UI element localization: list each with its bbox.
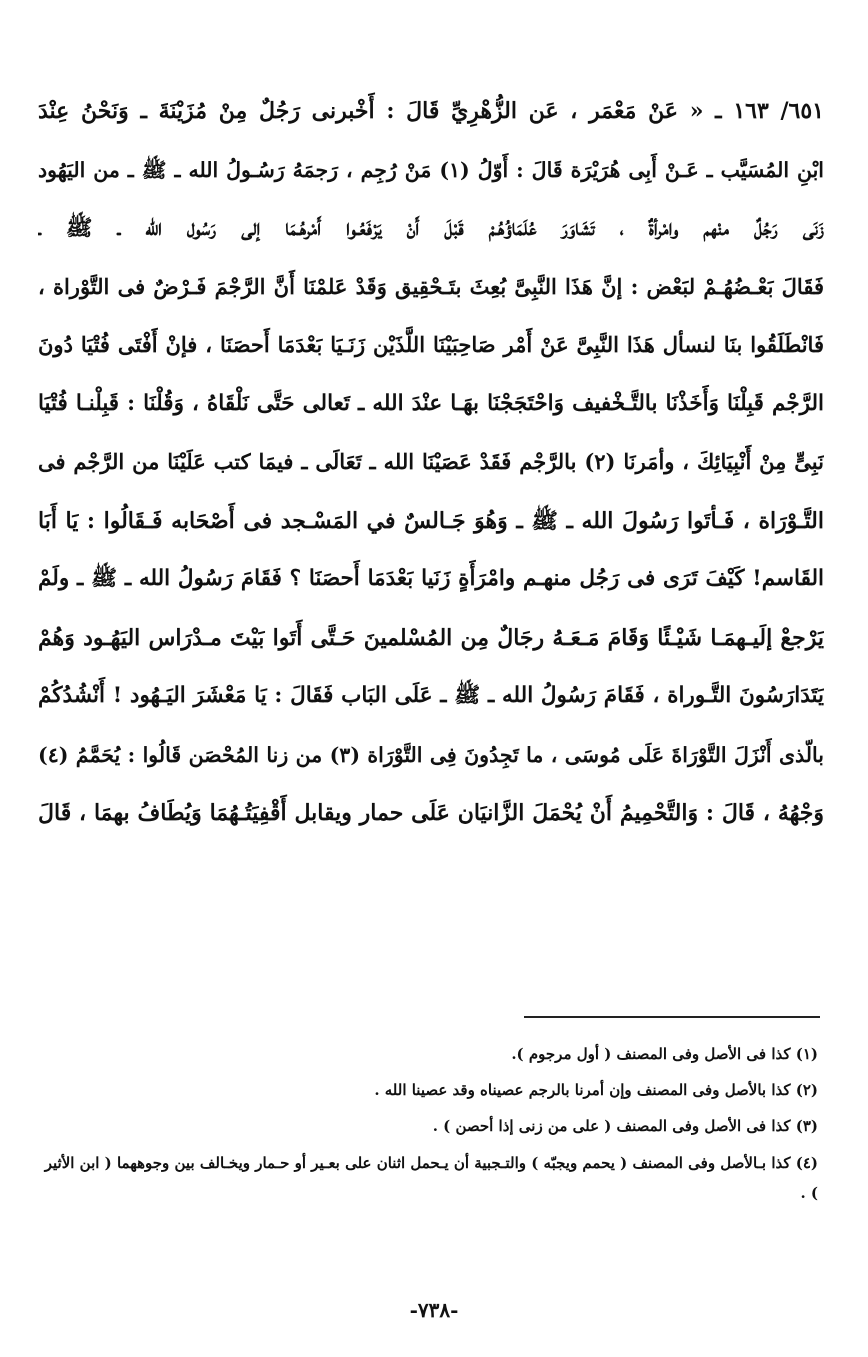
body-line: يَرْجعْ إلَيـهمَـا شَيْـئًا وَقَامَ مَـعَـهُ رجَالٌ مِن المُسْلمينَ حَـتَّى أَتَوا بَيْتَ مـدْرَاس اليَهُـود وَهُمْ — [38, 624, 824, 651]
body-line: نَبِىٍّ مِنْ أَنْبِيَائِكَ ، وأمَرنَا (٢) بالرَّجْم فَقَدْ عَصَيْنَا الله ـ تَعَالَى ـ فيمَا كتب عَلَيْنَا من الرَّجْم فى — [38, 449, 824, 474]
body-line: فَقَالَ بَعْـضُهُـمْ لبَعْض : إنَّ هَذَا النَّبِىَّ بُعِثَ بتَـحْقِيق وَقَدْ عَلمْنَا أَنَّ الرَّجْمَ فَـرْضٌ فى التَّوْراة ، — [38, 273, 824, 299]
body-line: فَانْطَلَقُوا بنَا لنسأل هَذَا النَّبِىَّ عَنْ أَمْر صَاحِبَيْنَا اللَّذَيْن زَنَـيَا بَعْدَمَا أَحصَنَا ، فإنْ أَفْتَى فُتْيَا دُونَ — [38, 332, 824, 357]
body-line: بالّذى أَنْزَلَ التَّوْرَاةَ عَلَى مُوسَى ، ما تَجِدُونَ فِى التَّوْرَاة (٣) من زنا المُحْصَن قَالُوا : يُحَمَّمُ (٤) — [38, 742, 824, 767]
body-line: التَّـوْرَاة ، فَـأتَوا رَسُولَ الله ـ ﷺ ـ وَهُوَ جَـالسٌ في المَسْـجد فى أَصْحَابه فَـقَالُوا : يَا أَبَا — [38, 507, 824, 534]
body-line: الرَّجْم قَبِلْنَا وَأَخَذْنَا بالتَّـخْفيف وَاحْتَجَجْنَا بهَـا عنْدَ الله ـ تَعالى حَتَّى نَلْقَاهُ ، وَقُلْنَا : قَبِلْنـا فُتْيَا — [38, 390, 824, 416]
body-line: ٦٥١/ ١٦٣ ـ « عَنْ مَعْمَر ، عَن الزُّهْرِيِّ قَالَ : أَخْبرنى رَجُلٌ مِنْ مُزَيْنَةَ ـ وَنَحْنُ عِنْدَ — [38, 98, 824, 124]
footnote-1: (١) كذا فى الأصل وفى المصنف ( أول مرجوم ). — [511, 1045, 818, 1063]
footnotes — [38, 1040, 818, 1216]
page-number: -٧٣٨- — [409, 1298, 459, 1322]
body-line: يَتَدَارَسُونَ التَّـوراة ، فَقَامَ رَسُولُ الله ـ ﷺ ـ عَلَى البَاب فَقَالَ : يَا مَعْشَرَ اليَـهُود ! أَنْشُدُكُمْ — [38, 683, 824, 708]
footnote-4: (٤) كذا بـالأصل وفى المصنف ( يحمم ويجبّه ) والتـجبية أن يـحمل اثنان على بعـير أو حـمار ويخـالف بين وجوههما ( ابن الأثير ) . — [44, 1154, 818, 1202]
body-line: وَجْهُهُ ، قَالَ : وَالتَّحْمِيمُ أَنْ يُحْمَلَ الزَّانيَان عَلَى حمار ويقابل أَقْفِيَتُـهُمَا وَيُطَافُ بهمَا ، قَالَ — [38, 800, 824, 826]
body-line: ابْنِ المُسَيَّب ـ عَـنْ أَبِى هُرَيْرَة قَالَ : أَوّلُ (١) مَنْ رُجِم ، رَجمَهُ رَسُـولُ الله ـ ﷺ ـ من اليَهُود — [38, 157, 824, 182]
footnote-2: (٢) كذا بالأصل وفى المصنف وإن أمرنا بالرجم عصيناه وقد عصينا الله . — [374, 1081, 818, 1099]
body-line: القَاسم! كَيْفَ تَرَى فى رَجُل منهـم وامْرَأَةٍ زَنَيا بَعْدَمَا أَحصَنَا ؟ فَقَامَ رَسُولُ الله ـ ﷺ ـ ولَمْ — [38, 566, 824, 591]
body-line: زَنَى رَجُلٌ منْهم وامْرأةٌ ، تَشَاوَرَ عُلَمَاؤُهُـمْ قَبْلَ أَنْ يَرْفَعُـوا أَمْرهُـمَا إلى رَسُول الله ـ ﷺ ـ — [38, 215, 824, 241]
footnote-3: (٣) كذا فى الأصل وفى المصنف ( على من زنى إذا أحصن ) . — [432, 1117, 818, 1135]
footnote-separator — [524, 1016, 820, 1018]
hadith-body-text — [38, 82, 824, 843]
